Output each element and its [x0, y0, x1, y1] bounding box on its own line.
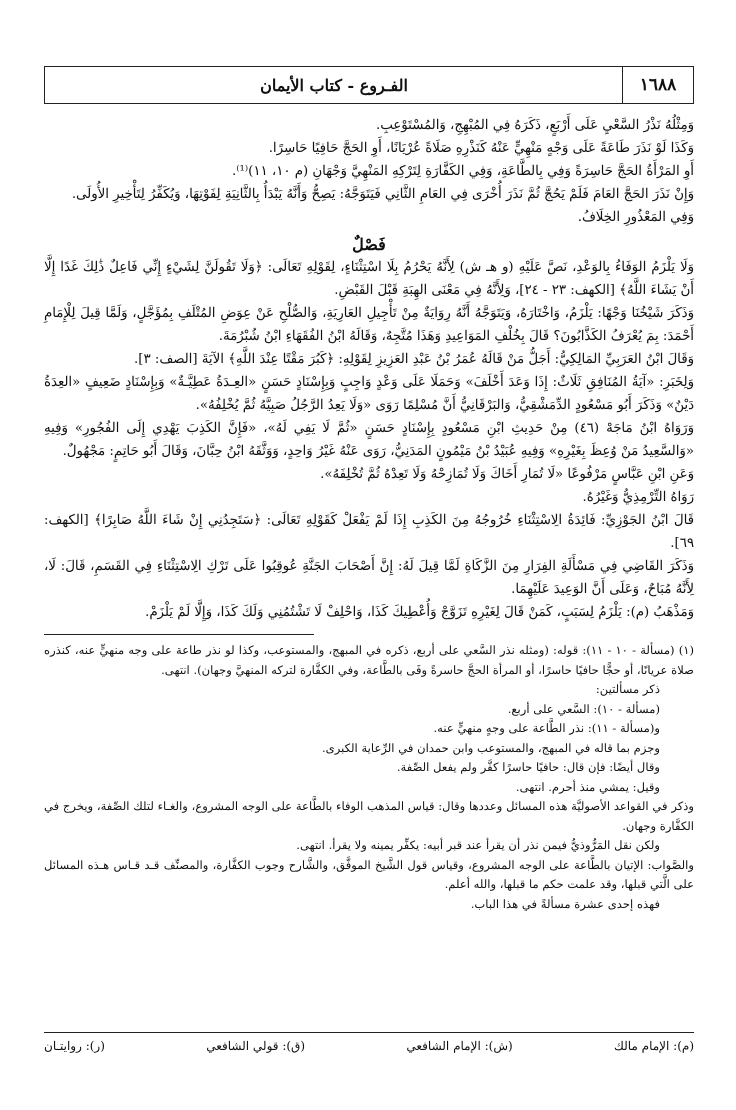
page [44, 66, 694, 914]
section-heading: فَصْلٌ [352, 235, 386, 254]
footnote: وقيل: يمشي منذ أحرم. انتهى. [515, 779, 660, 794]
page-header [44, 66, 694, 104]
paragraph: وَذَكَرَ شَيْخُنَا وَجْهًا: يَلْزَمُ، وَاخْتَارَهُ، وَيَتَوَجَّهُ أَنَّهُ رِوَايَةٌ مِنْ تَأْجِيلِ العَارِيَةِ، وَالصُّلْحِ عَنْ عِوَضِ المُتْلَفِ بِمُؤَجَّلٍ، وَلَمَّا قِيلَ لِلْإِمَامِ أَحْمَدَ: بِمَ يُعْرَفُ الكَذَّابُونَ؟ قَالَ بِخُلْفِ المَوَاعِيدِ وَهَذَا مُتَّجِهٌ، وَقَالَهُ ابْنُ الفُقَهَاءِ ابْنُ شُبْرُمَةَ. [44, 306, 694, 344]
paragraph: وَمِثْلُهُ نَذْرُ السَّعْيِ عَلَى أَرْبَعٍ، ذَكَرَهُ فِي المُبْهِجِ، وَالمُسْتَوْعِبِ. [376, 118, 694, 133]
abbrev-two-narrations: (ر): روايتـان [44, 1039, 105, 1053]
paragraph: وَعَنِ ابْنِ عَبَّاسٍ مَرْفُوعًا «لَا تُمَارِ أَخَاكَ وَلَا تُمَازِحْهُ وَلَا تَعِدْهُ ثُمَّ تُخْلِفَهُ». [320, 467, 694, 482]
paragraph: وَمَذْهَبُ (م): يَلْزَمُ لِسَبَبٍ، كَمَنْ قَالَ لِغَيْرِهِ تَزَوَّجْ وَأُعْطِيكَ كَذَا، وَاحْلِفْ لَا تَشْتُمُنِي وَلَكَ كَذَا، وَإِلَّا لَمْ يَلْزَمْ. [145, 605, 694, 620]
paragraph: وَذَكَرَ القَاضِي فِي مَسْأَلَةِ الفِرَارِ مِنَ الزَّكَاةِ لَمَّا قِيلَ لَهُ: إِنَّ أَصْحَابَ الجَنَّةِ عُوقِبُوا عَلَى تَرْكِ الِاسْتِثْنَاءِ فِي القَسَمِ، قَالَ: لَا، لِأَنَّهُ مُبَاحٌ، وَعَلَى أَنَّ الوَعِيدَ عَلَيْهِمَا. [44, 559, 694, 597]
paragraph: وَقَالَ ابْنُ العَرَبِيِّ المَالِكِيُّ: أَجَلُّ مَنْ قَالَهُ عُمَرُ بْنُ عَبْدِ العَزِيزِ لِقَوْلِهِ: ﴿كَبُرَ مَقْتًا عِنْدَ اللَّهِ﴾ الآيَةَ [الصف: ٣]. [134, 352, 694, 367]
footnote: و(مسألة - ١١): نذر الطَّاعة على وجهٍ منهيٍّ عنه. [433, 721, 660, 735]
footnote: فهذه إحدى عشرة مسألةً في هذا الباب. [470, 896, 660, 911]
footnote: والصَّواب: الإتيان بالطَّاعة على الوجه المشروع، وقياس قول الشَّيخ الموفَّق، والشَّارح وجوب الكفَّارة، والمصنِّف قـد قـاس هـذه المسائل على الَّتي قبلها، وقد علمت حكم ما قبلها، والله أعلم. [44, 857, 694, 891]
footnote: (١) (مسألة - ١٠ - ١١): قوله: (ومثله نذر السَّعي على أربع، ذكره في المبهج، والمستوعب، وكذا لو نذر طاعة على وجه منهيٍّ عنه، كنذره صلاة عريانًا، أو حجًّا حافيًا حاسرًا، أو المرأة الحجَّ حاسرةً وفَى بالطَّاعة، وفي الكفَّارة لتركه المنهيَّ وجهان). انتهى. [44, 643, 694, 677]
paragraph: وَلَا يَلْزَمُ الوَفَاءُ بِالوَعْدِ، نَصَّ عَلَيْهِ (و هـ ش) لِأَنَّهُ يَحْرُمُ بِلَا اسْتِثْنَاءٍ، لِقَوْلِهِ تَعَالَى: ﴿وَلَا تَقُولَنَّ لِشَيْءٍ إِنِّي فَاعِلٌ ذَٰلِكَ غَدًا إِلَّا أَنْ يَشَاءَ اللَّهُ﴾ [الكهف: ٢٣ - ٢٤]، وَلِأَنَّهُ فِي مَعْنَى الهِبَةِ قَبْلَ القَبْضِ. [44, 260, 694, 298]
paragraph: وَلِخَبَرِ: «آيَةُ المُنَافِقِ ثَلَاثٌ: إِذَا وَعَدَ أَخْلَفَ» وَحَمَلَا عَلَى وَعْدٍ وَاجِبٍ وَبِإِسْنَادٍ حَسَنٍ «العِـدَةُ عَطِيَّـةٌ» وَبِإِسْنَادٍ ضَعِيفٍ «العِدَةُ دَيْنٌ» وَذَكَرَ أَبُو مَسْعُودٍ الدِّمَشْقِيُّ، وَالبَرْقَانِيُّ أَنَّ مُسْلِمًا رَوَى «وَلَا يَعِدُ الرَّجُلُ صَبِيَّهُ ثُمَّ يُخْلِفُهُ». [44, 375, 694, 413]
footnote: ذكر مسألتين: [595, 682, 660, 696]
paragraph: وَكَذَا لَوْ نَذَرَ طَاعَةً عَلَى وَجْهٍ مَنْهِيٍّ عَنْهُ كَنَذْرِهِ صَلَاةً عُرْيَانًا، أَوِ الحَجَّ حَافِيًا حَاسِرًا. [268, 141, 694, 156]
paragraph: أَوِ المَرْأَةُ الحَجَّ حَاسِرَةً وَفِي بِالطَّاعَةِ، وَفِي الكَفَّارَةِ لِتَرْكِهِ المَنْهِيَّ وَجْهَانِ (م ١٠، ١١)⁽¹⁾. [232, 164, 694, 179]
paragraph: وَرَوَاهُ ابْنُ مَاجَهْ (٤٦) مِنْ حَدِيثِ ابْنِ مَسْعُودٍ بِإِسْنَادٍ حَسَنٍ «ثُمَّ لَا يَفِي لَهُ»، «فَإِنَّ الكَذِبَ يَهْدِي إِلَى الفُجُورِ» وَفِيهِ «وَالسَّعِيدُ مَنْ وُعِظَ بِغَيْرِهِ» وَفِيهِ عُبَيْدُ بْنُ مَيْمُونٍ المَدَنِيُّ، رَوَى عَنْهُ غَيْرُ وَاحِدٍ، وَوَثَّقَهُ ابْنُ حِبَّانَ، وَقَالَ أَبُو حَاتِمٍ: مَجْهُولٌ. [44, 421, 695, 459]
footnote-divider [44, 634, 314, 635]
page-number: ١٦٨٨ [622, 67, 693, 103]
paragraph: وَإِنْ نَذَرَ الحَجَّ العَامَ فَلَمْ يَحُجَّ ثُمَّ نَذَرَ أُخْرَى فِي العَامِ الثَّانِي فَيَتَوَجَّهُ: يَصِحُّ وَأَنَّهُ يَبْدَأُ بِالثَّانِيَةِ لِفَوْتِهَا، وَيُكَفِّرُ لِتَأْخِيرِ الأُولَى. [71, 187, 694, 202]
running-title: الفـروع - كتاب الأيمان [260, 75, 408, 95]
footnote: (مسألة - ١٠): السَّعي على أربع. [507, 701, 660, 716]
footnote: وقال أيضًا: فإن قال: حافيًا حاسرًا كفَّر ولم يفعل الصِّفة. [396, 760, 660, 774]
main-text [44, 114, 694, 624]
footnote: ولكن نقل المَرُّوذيُّ فيمن نذر أن يقرأ عند قبر أبيه: يكفِّر يمينه ولا يقرأ. انتهى. [296, 838, 660, 852]
abbreviation-footer [44, 1032, 694, 1053]
abbrev-shafii-sayings: (ق): قولي الشافعي [206, 1039, 306, 1053]
paragraph: وَفِي المَعْذُورِ الخِلَافُ. [577, 210, 694, 225]
abbrev-shafii: (ش): الإمام الشافعي [406, 1039, 513, 1053]
footnote: وذكر في القواعد الأصوليَّة هذه المسائل وعددها وقال: قياس المذهب الوفاء بالطَّاعة على الوجه المشروع، والغـاء لتلك الصِّفة، ويخرج في الكفَّارة وجهان. [44, 799, 694, 833]
paragraph: رَوَاهُ التِّرْمِذِيُّ وَغَيْرُهُ. [582, 490, 694, 505]
paragraph: قَالَ ابْنُ الجَوْزِيِّ: فَائِدَةُ الِاسْتِثْنَاءِ خُرُوجُهُ مِنَ الكَذِبِ إِذَا لَمْ يَفْعَلْ كَقَوْلِهِ تَعَالَى: ﴿سَتَجِدُنِي إِنْ شَاءَ اللَّهُ صَابِرًا﴾ [الكهف: ٦٩]. [44, 513, 694, 551]
abbrev-malik: (م): الإمام مالك [613, 1039, 694, 1053]
footnote: وجزم بما قاله في المبهج، والمستوعب وابن حمدان في الرِّعاية الكبرى. [321, 740, 660, 755]
footnotes [44, 641, 694, 914]
